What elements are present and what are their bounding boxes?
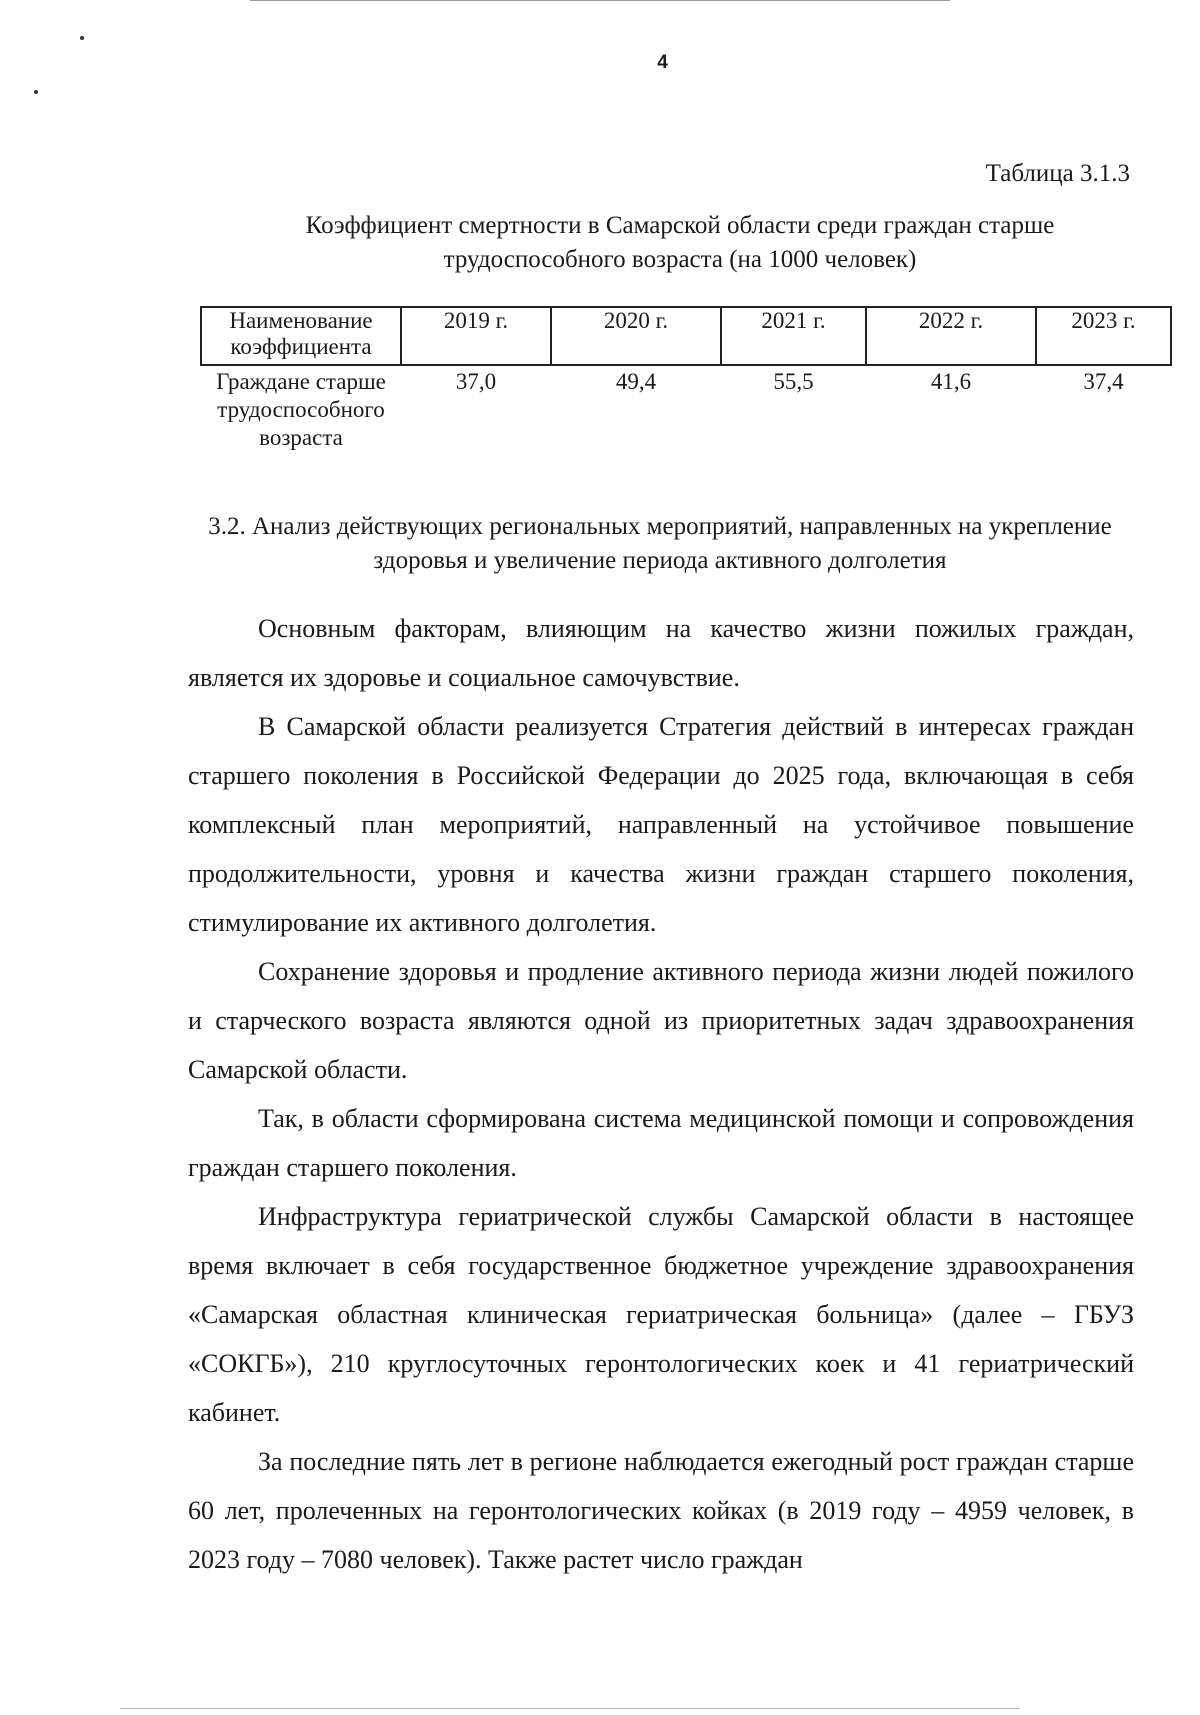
scan-bottom-edge <box>120 1708 1020 1709</box>
scan-top-edge <box>250 0 950 1</box>
table-header-cell: 2021 г. <box>721 307 866 365</box>
scan-speck <box>80 36 84 40</box>
table-cell-value: 37,4 <box>1083 369 1124 394</box>
section-heading: 3.2. Анализ действующих региональных мероприятий, направленных на укрепление здоровья и увеличение периода активного долголетия <box>208 513 1112 574</box>
table-label: Таблица 3.1.3 <box>985 160 1130 187</box>
mortality-table <box>200 306 1172 452</box>
table-cell-name: Граждане старше трудоспособного возраста <box>216 369 386 450</box>
paragraph: Инфраструктура гериатрической службы Самарской области в настоящее время включает в себя государственное бюджетное учреждение здравоохранения «Самарская областная клиническая гериатрическая больница» (далее – ГБУЗ «СОКГБ»), 210 круглосуточных геронтологических коек и 41 гериатрический кабинет. <box>188 1202 1134 1427</box>
paragraph: За последние пять лет в регионе наблюдается ежегодный рост граждан старше 60 лет, пролеченных на геронтологических койках (в 2019 году – 4959 человек, в 2023 году – 7080 человек). Также растет число граждан <box>188 1447 1134 1574</box>
table-cell-value: 49,4 <box>615 369 657 394</box>
scan-speck <box>34 90 38 94</box>
paragraph: Так, в области сформирована система медицинской помощи и сопровождения граждан старшего поколения. <box>188 1104 1134 1182</box>
table-header-cell: Наименование коэффициента <box>201 307 401 365</box>
table-header-row <box>201 307 1171 365</box>
table-cell-value: 37,0 <box>455 369 497 394</box>
table-row <box>201 365 1171 452</box>
table-header-cell: 2019 г. <box>401 307 551 365</box>
paragraph: Основным факторам, влияющим на качество жизни пожилых граждан, является их здоровье и социальное самочувствие. <box>188 614 1134 692</box>
table-header-cell: 2022 г. <box>866 307 1036 365</box>
table-header-cell: 2023 г. <box>1036 307 1171 365</box>
table-header-cell: 2020 г. <box>551 307 721 365</box>
paragraph: Сохранение здоровья и продление активного периода жизни людей пожилого и старческого возраста являются одной из приоритетных задач здравоохранения Самарской области. <box>188 957 1134 1084</box>
body-text <box>188 604 1134 1584</box>
table-cell-value: 41,6 <box>930 369 972 394</box>
table-title: Коэффициент смертности в Самарской области среди граждан старше трудоспособного возраста (на 1000 человек) <box>305 212 1055 273</box>
table-cell-value: 55,5 <box>773 369 814 394</box>
paragraph: В Самарской области реализуется Стратегия действий в интересах граждан старшего поколения в Российской Федерации до 2025 года, включающая в себя комплексный план мероприятий, направленный на устойчивое повышение продолжительности, уровня и качества жизни граждан старшего поколения, стимулирование их активного долголетия. <box>188 712 1134 937</box>
page-number: 4 <box>657 52 668 73</box>
